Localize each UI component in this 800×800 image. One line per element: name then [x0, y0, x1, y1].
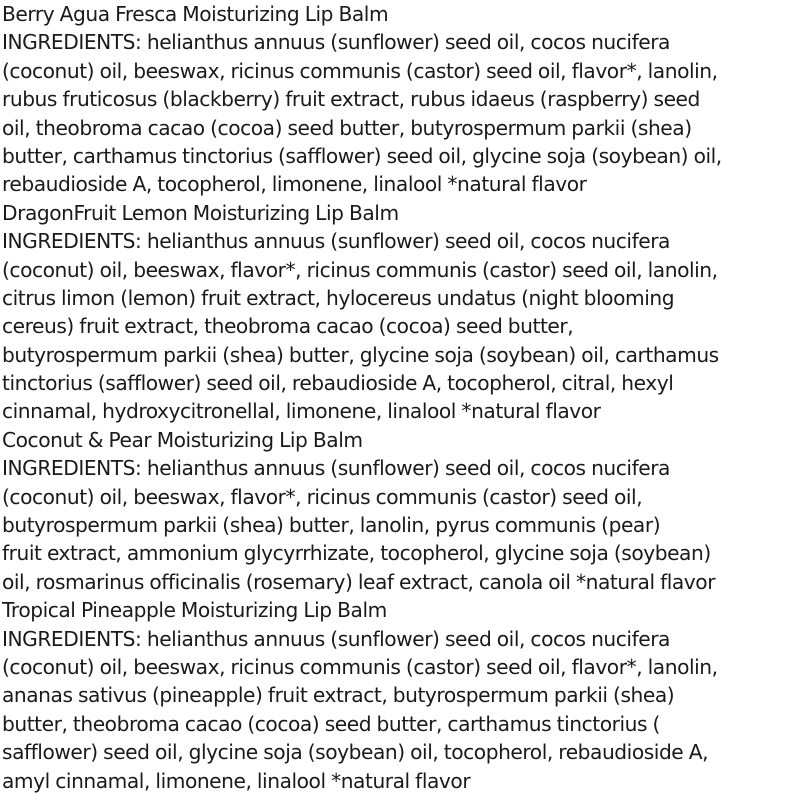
ingredient-line: INGREDIENTS: helianthus annuus (sunflower) seed oil, cocos nucifera [2, 30, 670, 55]
ingredient-line: cereus) fruit extract, theobroma cacao (cocoa) seed butter, [2, 314, 574, 339]
ingredient-line: citrus limon (lemon) fruit extract, hylocereus undatus (night blooming [2, 285, 675, 310]
ingredient-line: tinctorius (safflower) seed oil, rebaudioside A, tocopherol, citral, hexyl [2, 371, 674, 396]
ingredient-line: (coconut) oil, beeswax, ricinus communis (castor) seed oil, flavor*, lanolin, [2, 58, 718, 83]
ingredient-line: INGREDIENTS: helianthus annuus (sunflower) seed oil, cocos nucifera [2, 626, 670, 651]
ingredients-document [2, 0, 798, 795]
ingredient-line: oil, rosmarinus officinalis (rosemary) leaf extract, canola oil *natural flavor [2, 569, 716, 594]
ingredient-line: cinnamal, hydroxycitronellal, limonene, linalool *natural flavor [2, 399, 601, 424]
ingredient-line: rubus fruticosus (blackberry) fruit extract, rubus idaeus (raspberry) seed [2, 87, 700, 112]
product-title: Tropical Pineapple Moisturizing Lip Balm [2, 598, 387, 623]
ingredient-line: butyrospermum parkii (shea) butter, lanolin, pyrus communis (pear) [2, 513, 661, 538]
product-title: Coconut & Pear Moisturizing Lip Balm [2, 427, 363, 452]
ingredient-line: amyl cinnamal, limonene, linalool *natural flavor [2, 768, 471, 793]
product-title: Berry Agua Fresca Moisturizing Lip Balm [2, 2, 389, 26]
ingredient-line: rebaudioside A, tocopherol, limonene, linalool *natural flavor [2, 172, 587, 197]
ingredient-line: butyrospermum parkii (shea) butter, glycine soja (soybean) oil, carthamus [2, 342, 719, 367]
product-title: DragonFruit Lemon Moisturizing Lip Balm [2, 200, 399, 225]
ingredient-line: oil, theobroma cacao (cocoa) seed butter, butyrospermum parkii (shea) [2, 115, 692, 140]
product-section-tropical-pineapple [2, 596, 798, 795]
ingredient-line: (coconut) oil, beeswax, ricinus communis (castor) seed oil, flavor*, lanolin, [2, 654, 718, 679]
product-section-coconut-pear [2, 426, 798, 596]
ingredient-line: INGREDIENTS: helianthus annuus (sunflower) seed oil, cocos nucifera [2, 456, 670, 481]
ingredient-line: ananas sativus (pineapple) fruit extract, butyrospermum parkii (shea) [2, 683, 675, 708]
ingredient-line: fruit extract, ammonium glycyrrhizate, tocopherol, glycine soja (soybean) [2, 541, 711, 566]
product-section-berry-agua-fresca [2, 0, 798, 199]
ingredient-line: (coconut) oil, beeswax, flavor*, ricinus communis (castor) seed oil, [2, 484, 643, 509]
ingredient-line: (coconut) oil, beeswax, flavor*, ricinus communis (castor) seed oil, lanolin, [2, 257, 718, 282]
product-section-dragonfruit-lemon [2, 199, 798, 426]
ingredient-line: butter, carthamus tinctorius (safflower) seed oil, glycine soja (soybean) oil, [2, 143, 722, 168]
ingredient-line: safflower) seed oil, glycine soja (soybean) oil, tocopherol, rebaudioside A, [2, 740, 709, 765]
ingredient-line: INGREDIENTS: helianthus annuus (sunflower) seed oil, cocos nucifera [2, 229, 670, 254]
ingredient-line: butter, theobroma cacao (cocoa) seed butter, carthamus tinctorius ( [2, 711, 660, 736]
